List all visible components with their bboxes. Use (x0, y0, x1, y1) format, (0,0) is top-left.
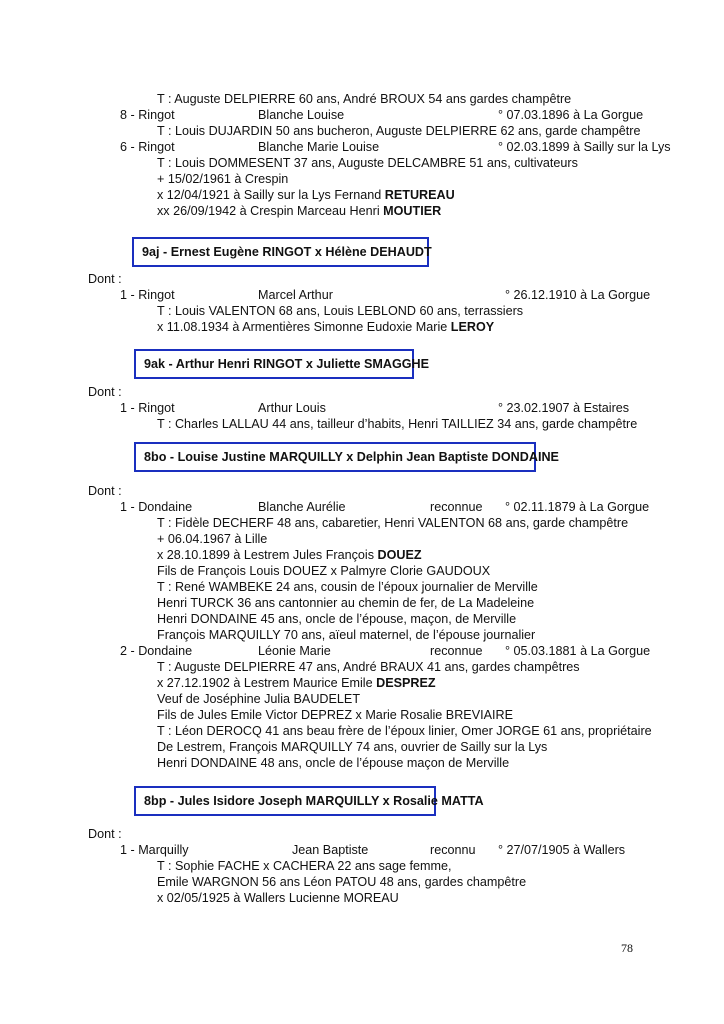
dont-label: Dont : (88, 272, 122, 286)
entry-given-names: Arthur Louis (258, 401, 326, 415)
entry-birth: ° 23.02.1907 à Estaires (498, 401, 630, 415)
marriage-line (157, 203, 441, 219)
witness-line: Henri DONDAINE 48 ans, oncle de l’épouse maçon de Merville (157, 756, 510, 770)
marriage-text: x 12/04/1921 à Sailly sur la Lys Fernand (157, 188, 385, 202)
parents-line: Fils de Jules Emile Victor DEPREZ x Marie Rosalie BREVIAIRE (157, 708, 513, 722)
entry-given-names: Blanche Louise (258, 108, 345, 122)
entry-number: 1 - Dondaine (120, 500, 193, 514)
dont-label: Dont : (88, 385, 122, 399)
family-heading: 9aj - Ernest Eugène RINGOT x Hélène DEHAUDT (132, 237, 429, 267)
entry-given-names: Jean Baptiste (292, 843, 369, 857)
witness-line: Henri TURCK 36 ans cantonnier au chemin de fer, de La Madeleine (157, 596, 535, 610)
entry-number: 6 - Ringot (120, 140, 175, 154)
marriage-text: x 11.08.1934 à Armentières Simonne Eudoxie Marie (157, 320, 451, 334)
marriage-line (157, 187, 455, 203)
recognition-note: reconnue (430, 500, 483, 514)
family-heading: 8bp - Jules Isidore Joseph MARQUILLY x Rosalie MATTA (134, 786, 436, 816)
entry-number: 1 - Ringot (120, 401, 175, 415)
entry-row (120, 400, 660, 416)
witness-line: Henri DONDAINE 45 ans, oncle de l’épouse, maçon, de Merville (157, 612, 517, 626)
dont-label: Dont : (88, 484, 122, 498)
entry-birth: ° 27/07/1905 à Wallers (498, 843, 626, 857)
witness-line: T : Auguste DELPIERRE 60 ans, André BROUX 54 ans gardes champêtre (157, 92, 572, 106)
entry-row (120, 643, 660, 659)
family-heading: 8bo - Louise Justine MARQUILLY x Delphin Jean Baptiste DONDAINE (134, 442, 536, 472)
widower-line: Veuf de Joséphine Julia BAUDELET (157, 692, 361, 706)
witness-line: T : Fidèle DECHERF 48 ans, cabaretier, Henri VALENTON 68 ans, garde champêtre (157, 516, 629, 530)
entry-number: 8 - Ringot (120, 108, 175, 122)
spouse-surname: LEROY (450, 320, 495, 334)
recognition-note: reconnu (430, 843, 476, 857)
entry-number: 2 - Dondaine (120, 644, 193, 658)
spouse-surname: DESPREZ (376, 676, 436, 690)
spouse-surname: DOUEZ (377, 548, 422, 562)
page-number: 78 (621, 941, 633, 955)
entry-given-names: Blanche Marie Louise (258, 140, 380, 154)
entry-number: 1 - Ringot (120, 288, 175, 302)
marriage-line (157, 675, 436, 691)
spouse-surname: MOUTIER (383, 204, 442, 218)
entry-number: 1 - Marquilly (120, 843, 189, 857)
entry-birth: ° 26.12.1910 à La Gorgue (505, 288, 651, 302)
marriage-line (157, 547, 422, 563)
marriage-line: x 02/05/1925 à Wallers Lucienne MOREAU (157, 891, 399, 905)
witness-line: T : Sophie FACHE x CACHERA 22 ans sage femme, (157, 859, 452, 873)
entry-given-names: Léonie Marie (258, 644, 331, 658)
marriage-text: x 28.10.1899 à Lestrem Jules François (157, 548, 378, 562)
entry-given-names: Marcel Arthur (258, 288, 333, 302)
entry-row (120, 139, 671, 155)
marriage-text: x 27.12.1902 à Lestrem Maurice Emile (157, 676, 377, 690)
spouse-surname: RETUREAU (384, 188, 455, 202)
entry-birth: ° 07.03.1896 à La Gorgue (498, 108, 644, 122)
recognition-note: reconnue (430, 644, 483, 658)
witness-line: T : Louis DUJARDIN 50 ans bucheron, Auguste DELPIERRE 62 ans, garde champêtre (157, 124, 641, 138)
entry-row (120, 107, 644, 123)
witness-line: T : Léon DEROCQ 41 ans beau frère de l’époux linier, Omer JORGE 61 ans, propriétaire (157, 724, 652, 738)
entry-birth: ° 05.03.1881 à La Gorgue (505, 644, 651, 658)
entry-row (120, 842, 660, 858)
witness-line: De Lestrem, François MARQUILLY 74 ans, ouvrier de Sailly sur la Lys (157, 740, 548, 754)
entry-birth: ° 02.11.1879 à La Gorgue (505, 500, 650, 514)
witness-line: Emile WARGNON 56 ans Léon PATOU 48 ans, gardes champêtre (157, 875, 527, 889)
entry-given-names: Blanche Aurélie (258, 500, 346, 514)
entry-birth: ° 02.03.1899 à Sailly sur la Lys (498, 140, 671, 154)
parents-line: Fils de François Louis DOUEZ x Palmyre Clorie GAUDOUX (157, 564, 491, 578)
entry-row (120, 499, 660, 515)
witness-line: T : Charles LALLAU 44 ans, tailleur d’habits, Henri TAILLIEZ 34 ans, garde champêtre (157, 417, 638, 431)
witness-line: François MARQUILLY 70 ans, aïeul maternel, de l’épouse journalier (157, 628, 536, 642)
witness-line: T : Louis VALENTON 68 ans, Louis LEBLOND 60 ans, terrassiers (157, 304, 524, 318)
witness-line: T : René WAMBEKE 24 ans, cousin de l’époux journalier de Merville (157, 580, 538, 594)
family-heading: 9ak - Arthur Henri RINGOT x Juliette SMAGGHE (134, 349, 414, 379)
dont-label: Dont : (88, 827, 122, 841)
witness-line: T : Louis DOMMESENT 37 ans, Auguste DELCAMBRE 51 ans, cultivateurs (157, 156, 578, 170)
entry-row (120, 287, 660, 303)
marriage-text: xx 26/09/1942 à Crespin Marceau Henri (157, 204, 384, 218)
witness-line: T : Auguste DELPIERRE 47 ans, André BRAUX 41 ans, gardes champêtres (157, 660, 580, 674)
death-line: + 15/02/1961 à Crespin (157, 172, 289, 186)
marriage-line (157, 319, 494, 335)
death-line: + 06.04.1967 à Lille (157, 532, 268, 546)
